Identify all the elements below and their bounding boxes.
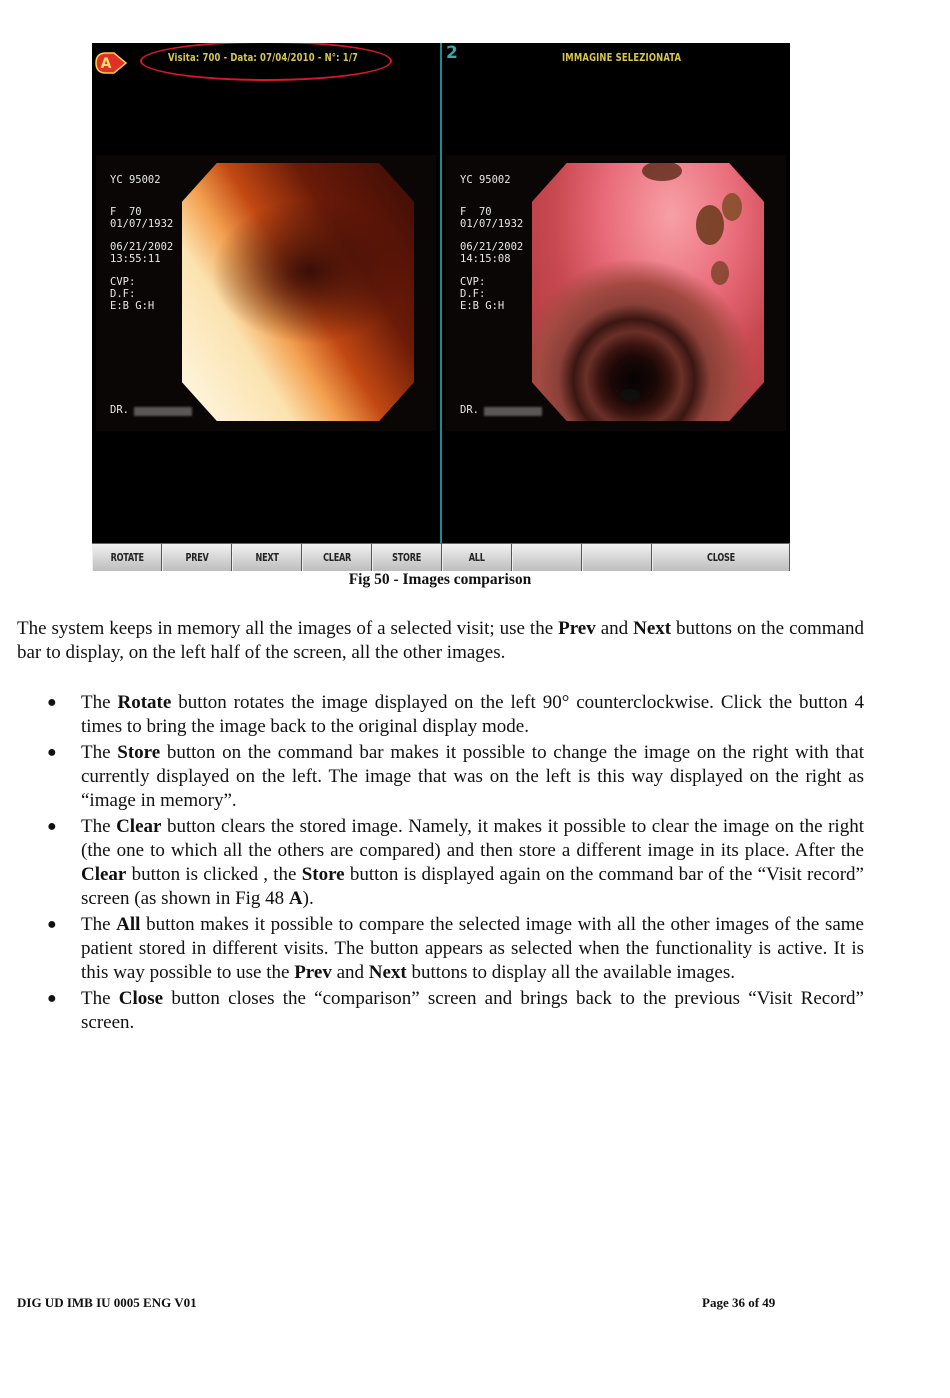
overlay-sex-age: F 70 [460, 206, 492, 218]
overlay-date: 06/21/2002 [110, 241, 174, 253]
store-button[interactable]: STORE [372, 544, 442, 571]
right-video-frame [446, 155, 786, 431]
bullet-icon: ● [47, 744, 57, 761]
marker-a-badge [94, 51, 128, 75]
command-bar [92, 543, 790, 571]
overlay-time: 13:55:11 [110, 253, 161, 265]
empty-button-1[interactable] [512, 544, 582, 571]
overlay-date: 06/21/2002 [460, 241, 524, 253]
bullet-icon: ● [47, 916, 57, 933]
list-item-clear: ● The Clear button clears the stored image. Namely, it makes it possible to clear the image on the right (the one to which all the others are compared) and then store a different image in its place. After the Clear button is clicked , the Store button is displayed again on the command bar of the “Visit record” screen (as shown in Fig 48 A). [47, 816, 864, 909]
overlay-dob: 01/07/1932 [460, 218, 524, 230]
bullet-icon: ● [47, 694, 57, 711]
overlay-eh: E:B G:H [460, 300, 505, 312]
feature-list [17, 691, 864, 1037]
panel-number: 2 [446, 43, 458, 63]
overlay-eh: E:B G:H [110, 300, 155, 312]
footer-doc-code: DIG UD IMB IU 0005 ENG V01 [17, 1295, 197, 1310]
prev-button[interactable]: PREV [162, 544, 232, 571]
overlay-doctor: DR. [110, 404, 129, 416]
overlay-cvp: CVP: [460, 276, 486, 288]
bullet-icon: ● [47, 818, 57, 835]
marker-a-label: A [100, 56, 112, 72]
overlay-doctor: DR. [460, 404, 479, 416]
list-item-store: ● The Store button on the command bar makes it possible to change the image on the right with that currently displayed on the left. The image that was on the left is this way displayed on the right as “image in memory”. [47, 742, 864, 811]
overlay-id: YC 95002 [110, 174, 161, 186]
selected-image-title: IMMAGINE SELEZIONATA [562, 51, 682, 64]
next-button[interactable]: NEXT [232, 544, 302, 571]
overlay-sex-age: F 70 [110, 206, 142, 218]
intro-paragraph: The system keeps in memory all the images of a selected visit; use the Prev and Next buttons on the command bar to display, on the left half of the screen, all the other images. [17, 618, 864, 663]
empty-button-2[interactable] [582, 544, 652, 571]
right-image-panel [442, 43, 790, 543]
list-item-all: ● The All button makes it possible to compare the selected image with all the other images of the same patient stored in different visits. The button appears as selected when the functionality is active. It is this way possible to use the Prev and Next buttons to display all the available images. [47, 914, 864, 983]
list-item-close: ● The Close button closes the “comparison” screen and brings back to the previous “Visit Record” screen. [47, 988, 864, 1033]
blurred-doctor-name [484, 407, 542, 416]
overlay-dob: 01/07/1932 [110, 218, 174, 230]
overlay-time: 14:15:08 [460, 253, 511, 265]
overlay-df: D.F: [460, 288, 486, 300]
close-button[interactable]: CLOSE [652, 544, 790, 571]
footer-page-number: Page 36 of 49 [702, 1295, 776, 1310]
endoscopy-image-right [532, 163, 764, 421]
overlay-id: YC 95002 [460, 174, 511, 186]
list-item-rotate: ● The Rotate button rotates the image displayed on the left 90° counterclockwise. Click the button 4 times to bring the image back to the original display mode. [47, 692, 864, 737]
overlay-df: D.F: [110, 288, 136, 300]
visit-info: Visita: 700 - Data: 07/04/2010 - N°: 1/7 [168, 51, 359, 64]
blurred-doctor-name [134, 407, 192, 416]
all-button[interactable]: ALL [442, 544, 512, 571]
overlay-cvp: CVP: [110, 276, 136, 288]
bullet-icon: ● [47, 990, 57, 1007]
mucosa-details [532, 163, 764, 421]
left-image-panel [92, 43, 440, 543]
figure-caption: Fig 50 - Images comparison [348, 571, 532, 588]
clear-button[interactable]: CLEAR [302, 544, 372, 571]
left-video-frame [96, 155, 436, 431]
rotate-button[interactable]: ROTATE [92, 544, 162, 571]
comparison-screenshot [92, 43, 790, 571]
endoscopy-image-left [182, 163, 414, 421]
